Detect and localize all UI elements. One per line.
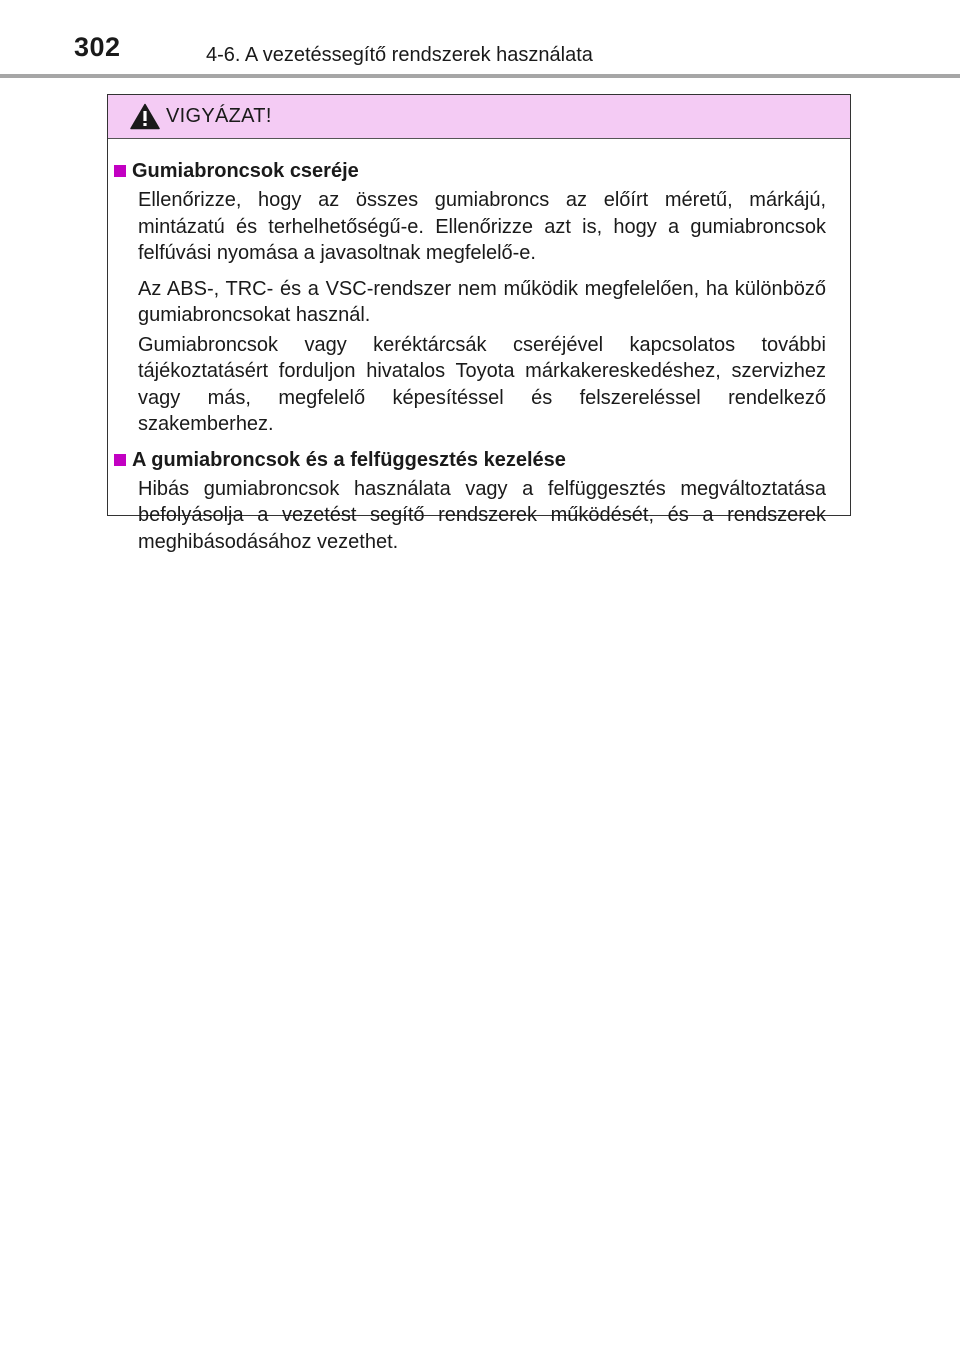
- section-heading-text: A gumiabroncsok és a felfüggesztés kezelése: [132, 448, 566, 471]
- paragraph: Hibás gumiabroncsok használata vagy a felfüggesztés megváltoztatása befolyásolja a vezetést segítő rendszerek működését, és a rendszerek meghibásodásához vezethet.: [138, 477, 826, 553]
- paragraph: Ellenőrizze, hogy az összes gumiabroncs az előírt méretű, márkájú, mintázatú és terhelhetőségű-e. Ellenőrizze azt is, hogy a gumiabroncsok felfúvási nyomása a javasoltnak megfelelő-e.: [138, 189, 826, 264]
- caution-title: VIGYÁZAT!: [166, 105, 272, 127]
- caution-body: [108, 139, 850, 555]
- warning-triangle-icon: [130, 103, 160, 130]
- square-bullet-icon: [114, 454, 126, 466]
- square-bullet-icon: [114, 165, 126, 177]
- paragraph: Az ABS-, TRC- és a VSC-rendszer nem működik megfelelően, ha különböző gumiabroncsokat használ.: [138, 277, 826, 326]
- caution-header: [108, 95, 850, 139]
- section-heading-tire-replacement: [114, 158, 826, 184]
- section-heading-tire-suspension-handling: [114, 447, 826, 473]
- caution-box: [107, 94, 851, 553]
- page-number: 302: [74, 32, 121, 62]
- section-heading-text: Gumiabroncsok cseréje: [132, 160, 359, 182]
- section-title: 4-6. A vezetéssegítő rendszerek használata: [206, 44, 593, 66]
- paragraph: Gumiabroncsok vagy keréktárcsák cseréjével kapcsolatos további tájékoztatásért forduljon hivatalos Toyota márkakereskedéshez, szervizhez vagy más, megfelelő képesítéssel és felszereléssel rendelkező szakemberhez.: [138, 333, 826, 435]
- header-rule: [0, 74, 960, 78]
- page-header: [0, 0, 960, 80]
